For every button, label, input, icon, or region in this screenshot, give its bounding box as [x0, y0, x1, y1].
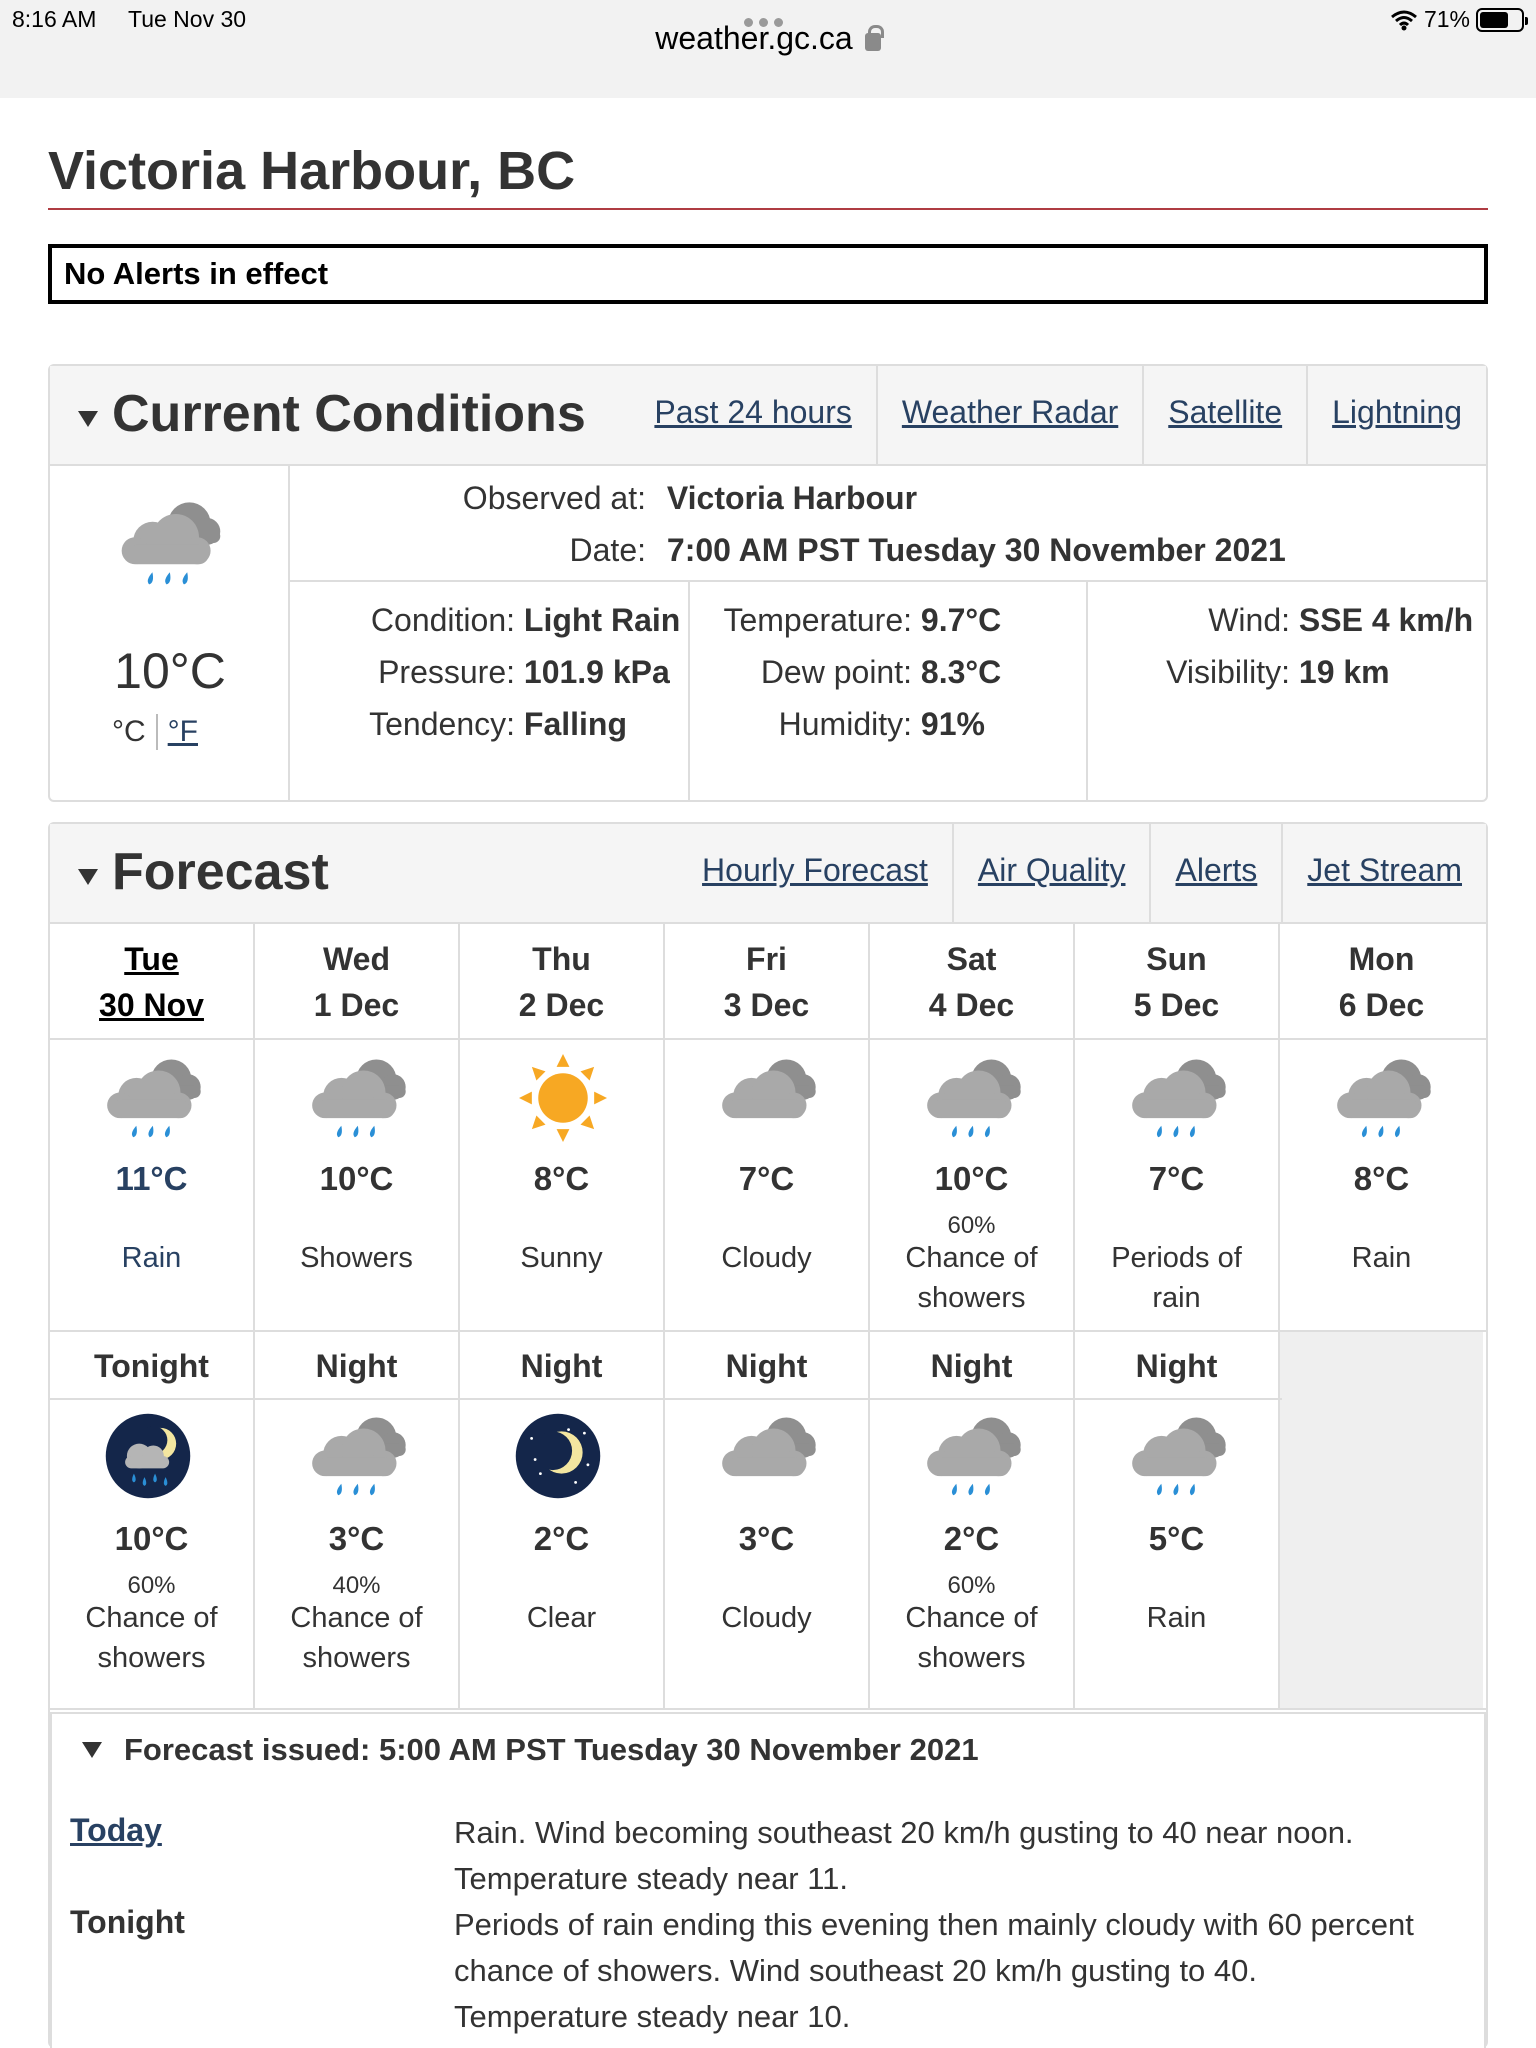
forecast-day-column	[460, 924, 665, 1710]
collapse-caret-icon[interactable]	[82, 1742, 102, 1758]
night-summary: Chance of showers	[905, 1602, 1038, 1674]
battery-percent: 71%	[1423, 6, 1470, 32]
night-summary: Clear	[526, 1602, 597, 1634]
status-date: Tue Nov 30	[128, 6, 247, 32]
link-hourly-forecast[interactable]: Hourly Forecast	[702, 852, 928, 888]
night-header: Night	[520, 1348, 603, 1384]
period-today-text: Rain. Wind becoming southeast 20 km/h gusting to 40 near noon. Temperature steady near 11.	[454, 1815, 1354, 1896]
day-pop: 60%	[947, 1212, 996, 1239]
alerts-text: No Alerts in effect	[64, 256, 329, 291]
forecast-day-column	[255, 924, 460, 1710]
day-summary: Rain	[1351, 1242, 1412, 1274]
observed-date: Date: 7:00 AM PST Tuesday 30 November 2021	[569, 532, 1286, 568]
day-header: Fri 3 Dec	[723, 941, 810, 1023]
condition-row: Condition: Light Rain	[370, 602, 681, 638]
unit-fahrenheit-link[interactable]: °F	[167, 715, 198, 748]
empty-night-cell	[1280, 1332, 1483, 1710]
night-pop: 60%	[127, 1572, 176, 1599]
night-summary: Cloudy	[721, 1602, 812, 1634]
alerts-banner[interactable]	[48, 244, 1488, 304]
day-header: Thu 2 Dec	[518, 941, 605, 1023]
link-past-24-hours[interactable]: Past 24 hours	[654, 394, 852, 430]
day-temp: 7°C	[1148, 1160, 1205, 1197]
night-temp: 5°C	[1148, 1520, 1205, 1557]
day-temp: 8°C	[1353, 1160, 1410, 1197]
forecast-title[interactable]: Forecast	[78, 842, 329, 902]
forecast-day-column	[50, 924, 255, 1710]
link-weather-radar[interactable]: Weather Radar	[876, 366, 1142, 464]
forecast-header	[50, 824, 1486, 924]
night-temp: 2°C	[943, 1520, 1000, 1557]
day-header: Mon 6 Dec	[1338, 941, 1425, 1023]
night-header: Night	[930, 1348, 1013, 1384]
current-temp: 10°C	[114, 643, 226, 699]
cloud-icon	[713, 1052, 823, 1149]
day-header-link[interactable]: Tue 30 Nov	[99, 941, 204, 1023]
sun-icon	[508, 1052, 618, 1149]
forecast-day-column	[1075, 924, 1280, 1710]
unit-celsius: °C	[112, 715, 146, 748]
day-temp: 11°C	[115, 1160, 188, 1197]
current-conditions-body	[50, 466, 1486, 800]
night-summary: Chance of showers	[85, 1602, 218, 1674]
forecast-day-column	[665, 924, 870, 1710]
current-conditions-title[interactable]: Current Conditions	[78, 384, 586, 444]
day-header: Sat 4 Dec	[928, 941, 1015, 1023]
wifi-icon	[1390, 9, 1418, 31]
night-pop: 40%	[332, 1572, 381, 1599]
url-text[interactable]: weather.gc.ca	[655, 20, 853, 56]
day-summary: Cloudy	[721, 1242, 812, 1274]
forecast-links	[678, 824, 1486, 922]
cloud-icon	[713, 1410, 823, 1507]
day-summary: Chance of showers	[905, 1242, 1038, 1314]
night-temp: 3°C	[328, 1520, 385, 1557]
day-header: Wed 1 Dec	[313, 941, 400, 1023]
period-tonight-label: Tonight	[70, 1904, 185, 1940]
browser-status-bar	[0, 0, 1536, 98]
day-temp: 10°C	[934, 1160, 1009, 1197]
day-temp: 8°C	[533, 1160, 590, 1197]
temperature-row: Temperature: 9.7°C	[723, 602, 1002, 638]
tendency-row: Tendency: Falling	[369, 706, 627, 742]
link-lightning[interactable]: Lightning	[1306, 366, 1486, 464]
period-today-link[interactable]: Today	[70, 1812, 162, 1848]
dewpoint-row: Dew point: 8.3°C	[760, 654, 1002, 690]
day-summary: Showers	[300, 1242, 413, 1274]
rain-icon	[1123, 1410, 1233, 1507]
rain-icon	[1328, 1052, 1438, 1149]
current-conditions-links	[630, 366, 1486, 464]
light-rain-icon	[112, 494, 228, 597]
collapse-caret-icon[interactable]	[78, 411, 98, 427]
rain-icon	[98, 1052, 208, 1149]
night-temp: 2°C	[533, 1520, 590, 1557]
page-title: Victoria Harbour, BC	[48, 141, 576, 201]
humidity-row: Humidity: 91%	[778, 706, 985, 742]
wind-row: Wind: SSE 4 km/h	[1208, 602, 1474, 638]
battery-icon	[1476, 8, 1524, 32]
status-indicators	[1390, 6, 1524, 33]
night-summary: Chance of showers	[290, 1602, 423, 1674]
forecast-day-column	[1280, 924, 1485, 1710]
pressure-row: Pressure: 101.9 kPa	[378, 654, 670, 690]
current-summary	[50, 466, 290, 800]
forecast-grid	[50, 924, 1486, 1710]
night-pop: 60%	[947, 1572, 996, 1599]
rain-icon	[303, 1052, 413, 1149]
title-divider	[48, 208, 1488, 210]
day-temp: 10°C	[319, 1160, 394, 1197]
forecast-details	[50, 1712, 1486, 2048]
address-bar[interactable]	[0, 20, 1536, 57]
night-header: Night	[1135, 1348, 1218, 1384]
day-temp: 7°C	[738, 1160, 795, 1197]
rain-icon	[303, 1410, 413, 1507]
day-summary: Periods of rain	[1111, 1242, 1242, 1314]
night-header: Night	[725, 1348, 808, 1384]
observed-at: Observed at: Victoria Harbour	[462, 480, 918, 516]
link-air-quality[interactable]: Air Quality	[952, 824, 1150, 922]
link-satellite[interactable]: Satellite	[1142, 366, 1306, 464]
lock-icon	[865, 33, 881, 51]
day-header: Sun 5 Dec	[1133, 941, 1220, 1023]
visibility-row: Visibility: 19 km	[1166, 654, 1390, 690]
collapse-caret-icon[interactable]	[78, 869, 98, 885]
night-header: Night	[315, 1348, 398, 1384]
rain-icon	[1123, 1052, 1233, 1149]
day-summary: Sunny	[520, 1242, 603, 1274]
clear-night-icon	[514, 1410, 602, 1507]
rain-icon	[918, 1052, 1028, 1149]
current-conditions-panel	[48, 364, 1488, 802]
day-summary: Rain	[121, 1242, 182, 1274]
rain-icon	[918, 1410, 1028, 1507]
forecast-day-column	[870, 924, 1075, 1710]
link-alerts[interactable]: Alerts	[1149, 824, 1281, 922]
link-jet-stream[interactable]: Jet Stream	[1281, 824, 1486, 922]
night-summary: Rain	[1146, 1602, 1207, 1634]
night-temp: 3°C	[738, 1520, 795, 1557]
night-header: Tonight	[94, 1348, 209, 1384]
night-rain-icon	[104, 1410, 192, 1507]
period-tonight-text: Periods of rain ending this evening then mainly cloudy with 60 percent chance of showers. Wind southeast 20 km/h gusting to 40. Temperature steady near 10.	[454, 1907, 1414, 2034]
current-conditions-header	[50, 366, 1486, 466]
forecast-issued-title[interactable]: Forecast issued: 5:00 AM PST Tuesday 30 November 2021	[82, 1732, 979, 1768]
night-temp: 10°C	[114, 1520, 189, 1557]
status-time: 8:16 AM	[12, 6, 97, 32]
unit-toggle	[112, 714, 198, 750]
